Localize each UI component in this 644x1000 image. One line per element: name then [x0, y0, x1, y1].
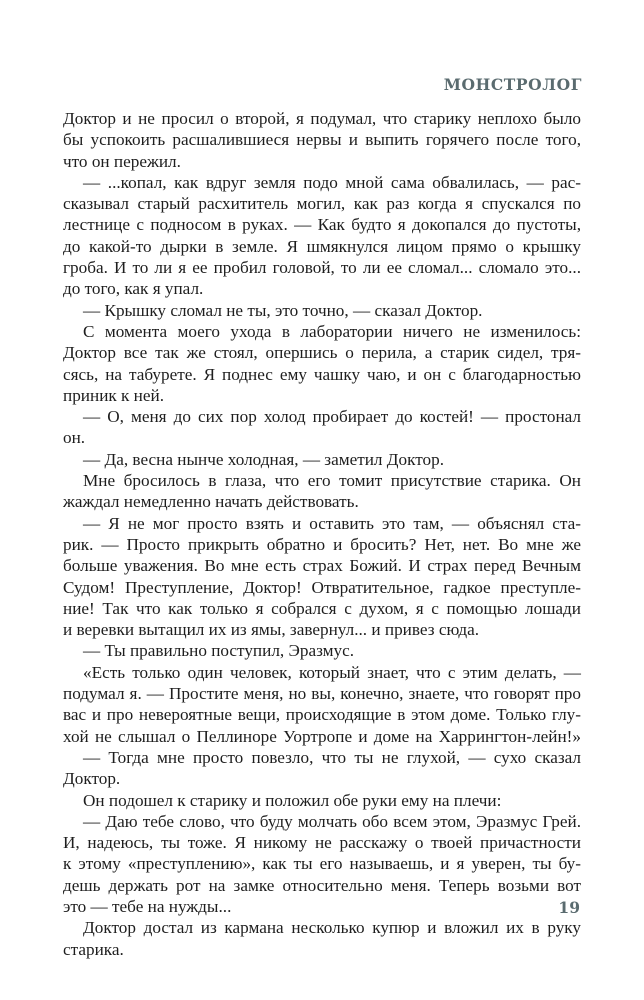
- text-line: дешь держать рот на замке относительно меня. Теперь возьми вот: [63, 875, 581, 895]
- text-line: Он подошел к старику и положил обе руки ему на плечи:: [83, 790, 502, 810]
- text-line: рик. — Просто прикрыть обратно и бросить? Нет, нет. Во мне же: [63, 534, 581, 554]
- text-line: больше уважения. Во мне есть страх Божий. И страх перед Вечным: [63, 556, 581, 576]
- text-line: до того, как я упал.: [63, 279, 204, 299]
- text-line: подумал я. — Простите меня, но вы, конечно, знаете, что говорят про: [63, 684, 581, 704]
- text-line: бы успокоить расшалившиеся нервы и выпить горячего после того,: [63, 130, 581, 150]
- page-number: 19: [558, 898, 580, 917]
- text-line: лестнице с подносом в руках. — Как будто я докопался до пустоты,: [63, 215, 581, 235]
- text-line: сясь, на табурете. Я поднес ему чашку чаю, и он с благодарностью: [63, 364, 581, 384]
- text-line: хой не слышал о Пеллиноре Уортропе и доме на Харрингтон-лейн!»: [63, 726, 581, 746]
- text-line: и веревки вытащил их из ямы, завернул... и привез сюда.: [63, 620, 480, 640]
- text-line: сказывал старый расхититель могил, как раз когда я спускался по: [63, 194, 581, 214]
- text-line: «Есть только один человек, который знает, что с этим делать, —: [83, 662, 581, 682]
- text-line: — Я не мог просто взять и оставить это там, — объяснял ста-: [83, 513, 581, 533]
- text-line: это — тебе на нужды...: [63, 896, 232, 916]
- text-line: ние! Так что как только я собрался с духом, я с помощью лошади: [63, 598, 581, 618]
- text-line: Мне бросилось в глаза, что его томит присутствие старика. Он: [83, 471, 581, 491]
- text-line: к этому «преступлению», как ты его называешь, и я уверен, ты бу-: [63, 854, 581, 874]
- text-line: И, надеюсь, ты тоже. Я никому не расскажу о твоей причастности: [63, 833, 581, 853]
- text-line: — Даю тебе слово, что буду молчать обо всем этом, Эразмус Грей.: [83, 811, 581, 831]
- text-line: приник к ней.: [63, 385, 165, 405]
- text-line: Доктор все так же стоял, опершись о перила, а старик сидел, тря-: [63, 343, 581, 363]
- text-line: Судом! Преступление, Доктор! Отвратительное, гадкое преступле-: [63, 577, 581, 597]
- text-line: — О, меня до сих пор холод пробирает до костей! — простонал: [83, 407, 581, 427]
- text-line: что он пережил.: [63, 151, 181, 171]
- text-line: Доктор достал из кармана несколько купюр и вложил их в руку: [83, 918, 581, 938]
- text-line: — ...копал, как вдруг земля подо мной сама обвалилась, — рас-: [83, 172, 581, 192]
- running-head: МОНСТРОЛОГ: [443, 75, 582, 94]
- text-line: жаждал немедленно начать действовать.: [63, 492, 359, 512]
- text-line: старика.: [63, 939, 124, 959]
- text-line: Доктор и не просил о второй, я подумал, что старику неплохо было: [63, 109, 581, 128]
- body-text: [63, 108, 581, 960]
- text-line: — Тогда мне просто повезло, что ты не глухой, — сухо сказал: [83, 747, 581, 767]
- text-line: вас и про невероятные вещи, происходящие в этом доме. Только глу-: [63, 705, 581, 725]
- text-line: — Ты правильно поступил, Эразмус.: [83, 641, 355, 661]
- text-line: С момента моего ухода в лаборатории ничего не изменилось:: [83, 321, 581, 341]
- text-line: — Да, весна нынче холодная, — заметил Доктор.: [83, 449, 445, 469]
- text-line: гроба. И то ли я ее пробил головой, то ли ее сломал... сломало это...: [63, 258, 581, 278]
- text-line: Доктор.: [63, 769, 121, 789]
- text-line: — Крышку сломал не ты, это точно, — сказал Доктор.: [83, 300, 483, 320]
- text-line: он.: [63, 428, 86, 448]
- text-line: до какой-то дырки в земле. Я шмякнулся лицом прямо о крышку: [63, 236, 581, 256]
